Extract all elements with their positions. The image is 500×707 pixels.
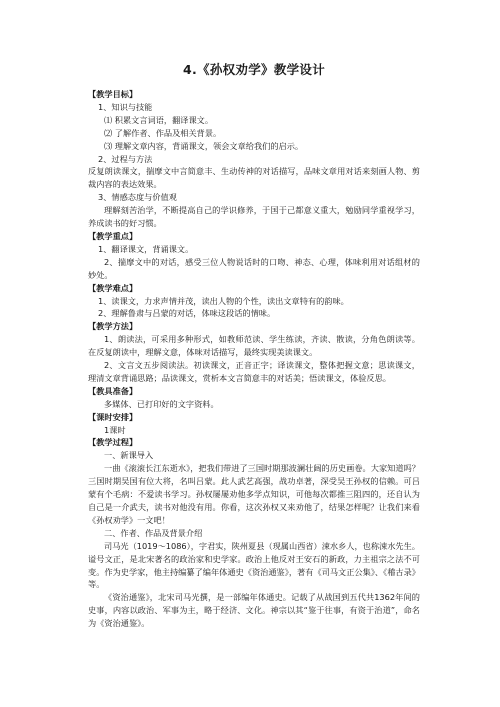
sub-heading: 1、知识与技能	[98, 101, 153, 112]
paragraph: 2、揣摩文中的对话，感受三位人物说话时的口吻、神态、心理，体味利用对话组材的妙处。	[88, 256, 420, 280]
section-heading: 【教学方法】	[88, 321, 138, 332]
document-body	[88, 88, 420, 630]
list-item: ⑶ 理解文章内容，背诵课文，领会文章给我们的启示。	[104, 140, 304, 151]
section-heading: 【教学重点】	[88, 230, 138, 241]
section-heading: 【教学难点】	[88, 282, 138, 293]
list-item: ⑵ 了解作者、作品及相关背景。	[104, 127, 222, 138]
list-item: ⑴ 积累文言词语，翻译课文。	[104, 114, 214, 125]
paragraph: 一曲《滚滚长江东逝水》，把我们带进了三国时期那波澜壮阔的历史画卷。大家知道吗？三国时期吴国有位大将，名叫吕蒙。此人武艺高强，战功卓著，深受吴王孙权的信赖。可吕蒙有个毛病：不爱读书学习。孙权屡屡劝他多学点知识，可他每次都推三阻四的，还自认为自己是一介武夫，读书对他没有用。你看，这次孙权又来劝他了，结果怎样呢？让我们来看《孙权劝学》一文吧！	[88, 463, 420, 525]
document-title: 4.《孙权劝学》教学设计	[182, 62, 326, 77]
list-item: 1课时	[104, 424, 126, 435]
section-heading: 【教学目标】	[88, 89, 138, 99]
paragraph: 反复朗读课文，揣摩文中言简意丰、生动传神的对话描写，品味文章用对话来刻画人物、剪裁内容的表达效果。	[88, 166, 420, 190]
paragraph: 司马光（1019～1086），字君实，陕州夏县（现属山西省）涑水乡人，也称涑水先生。谥号文正，是北宋著名的政治家和史学家。政治上他反对王安石的新政，力主祖宗之法不可变。作为史学家，他主持编纂了编年体通史《资治通鉴》，著有《司马文正公集》、《稽古录》等。	[88, 540, 420, 590]
sub-heading: 3、情感态度与价值观	[98, 192, 177, 203]
section-heading: 【课时安排】	[88, 411, 138, 422]
list-item: 多媒体、已打印好的文字资料。	[104, 398, 219, 409]
section-heading: 【教学过程】	[88, 437, 138, 448]
paragraph: 1、朗读法，可采用多种形式，如教师范读、学生练读，齐读、散读，分角色朗读等。在反复朗读中，理解文意，体味对话描写，最终实现美读课文。	[88, 334, 420, 358]
sub-heading: 2、过程与方法	[98, 153, 153, 164]
list-item: 一、新课导入	[104, 450, 154, 461]
paragraph: 2、文言文五步阅读法。初读课文，正音正字；译读课文，整体把握文意；思读课文，理清文章背诵思路；品读课文，赏析本文言简意丰的对话美；悟读课文，体验反思。	[88, 360, 420, 383]
paragraph: 《资治通鉴》，北宋司马光撰，是一部编年体通史。记载了从战国到五代共1362年间的史事，内容以政治、军事为主，略于经济、文化。神宗以其“鉴于往事，有资于治道”，命名为《资治通鉴》。	[88, 592, 420, 629]
section-heading: 【教具准备】	[88, 385, 138, 396]
list-item: 二、作者、作品及背景介绍	[104, 527, 203, 538]
sub-heading: 1、读课文，力求声情并茂，读出人物的个性，读出文章特有的韵味。	[98, 295, 349, 306]
sub-heading: 2、理解鲁肃与吕蒙的对话，体味这段话的情味。	[98, 308, 276, 319]
sub-heading: 1、翻译课文，背诵课文。	[98, 243, 194, 254]
document-page	[88, 60, 420, 630]
paragraph: 理解刻苦治学，不断提高自己的学识修养，于国于己都意义重大，勉励同学重视学习，养成读书的好习惯。	[88, 205, 420, 229]
